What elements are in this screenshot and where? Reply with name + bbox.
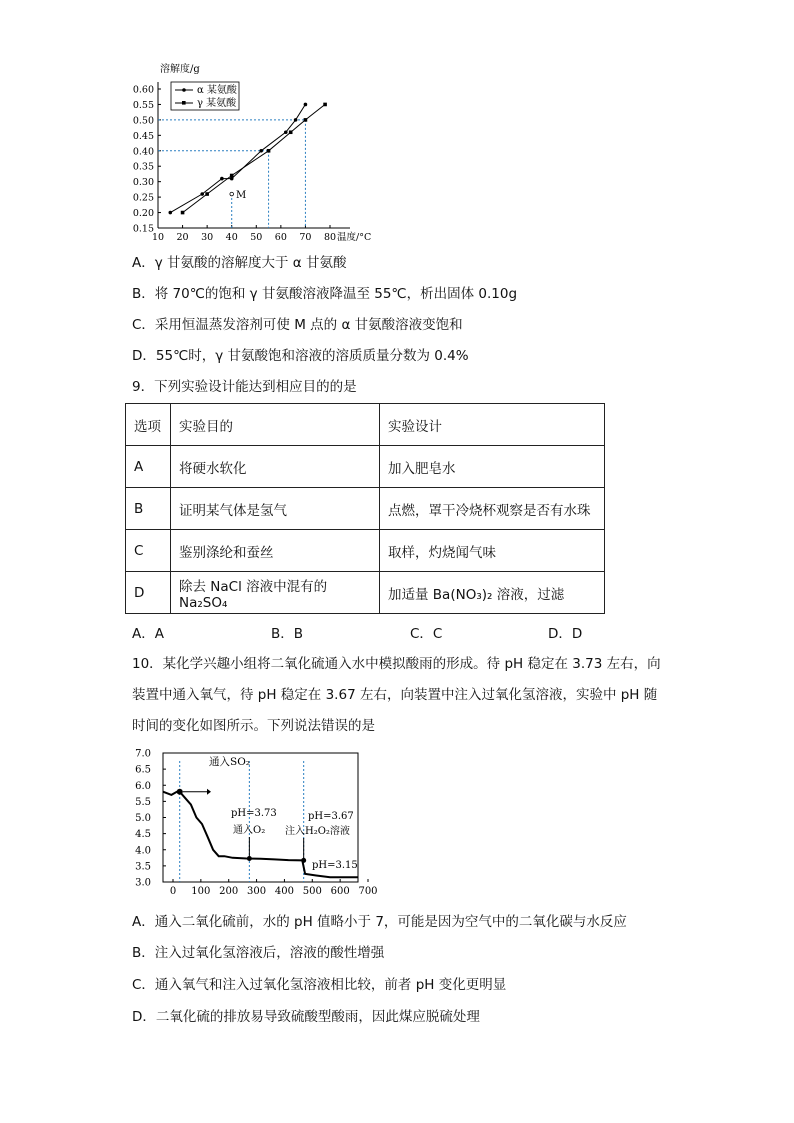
q9-option-c: C．C <box>410 626 443 642</box>
y-tick-label: 4.5 <box>135 829 151 841</box>
data-point <box>294 118 298 122</box>
marker-so2 <box>177 789 183 795</box>
x-tick-label: 300 <box>247 886 267 897</box>
table-row <box>126 488 605 530</box>
y-tick-label: 0.30 <box>132 177 154 189</box>
table-header-cell: 选项 <box>126 404 171 446</box>
q10-option-a: A．通入二氧化硫前，水的 pH 值略小于 7，可能是因为空气中的二氧化碳与水反应 <box>132 914 627 930</box>
y-tick-label: 0.60 <box>132 84 154 96</box>
table-cell: 将硬水软化 <box>171 446 380 488</box>
y-tick-label: 0.25 <box>132 192 154 204</box>
legend-gamma: γ 某氨酸 <box>197 98 237 109</box>
x-tick-label: 200 <box>219 886 239 897</box>
data-point <box>200 192 204 196</box>
table-row <box>126 446 605 488</box>
table-row <box>126 530 605 572</box>
data-point <box>205 192 209 196</box>
table-cell: 证明某气体是氢气 <box>171 488 380 530</box>
y-tick-label: 0.50 <box>132 115 154 127</box>
y-tick-label: 6.5 <box>135 764 151 776</box>
x-tick-label: 400 <box>274 886 294 897</box>
data-point <box>304 118 308 122</box>
q10-option-d: D．二氧化硫的排放易导致硫酸型酸雨，因此煤应脱硫处理 <box>132 1009 480 1025</box>
table-cell: 鉴别涤纶和蚕丝 <box>171 530 380 572</box>
y-tick-label: 0.15 <box>132 223 154 235</box>
y-tick-label: 5.5 <box>135 796 151 808</box>
q8-option-d: D．55℃时，γ 甘氨酸饱和溶液的溶质质量分数为 0.4% <box>132 348 469 364</box>
data-point <box>304 103 308 107</box>
x-tick-label: 20 <box>176 232 189 243</box>
data-point <box>284 130 288 134</box>
arrowhead-so2 <box>207 789 211 795</box>
table-cell: C <box>126 530 171 572</box>
x-tick-label: 50 <box>250 232 263 243</box>
data-point <box>267 149 271 153</box>
x-tick-label: 600 <box>330 886 350 897</box>
data-point <box>323 103 327 107</box>
data-point <box>220 177 224 181</box>
q9-option-a: A．A <box>132 626 164 642</box>
table-cell: 加入肥皂水 <box>380 446 605 488</box>
table-header-row <box>126 404 605 446</box>
y-tick-label: 0.35 <box>132 161 154 173</box>
y-tick-label: 0.40 <box>132 146 154 158</box>
y-tick-label: 0.45 <box>132 130 154 142</box>
q8-option-c: C．采用恒温蒸发溶剂可使 M 点的 α 甘氨酸溶液变饱和 <box>132 317 463 333</box>
data-point <box>230 177 234 181</box>
table-cell: A <box>126 446 171 488</box>
table-header-cell: 实验设计 <box>380 404 605 446</box>
ann-ph367: pH=3.67 <box>308 811 354 822</box>
y-tick-label: 0.55 <box>132 99 154 111</box>
table-row <box>126 572 605 614</box>
ann-h2o2: 注入H₂O₂溶液 <box>285 826 350 837</box>
ann-o2: 通入O₂ <box>233 825 266 836</box>
legend-alpha: α 某氨酸 <box>197 85 237 96</box>
table-cell: 取样，灼烧闻气味 <box>380 530 605 572</box>
y-tick-label: 4.0 <box>135 845 151 857</box>
x-tick-label: 40 <box>225 232 238 243</box>
ph-chart <box>125 745 378 900</box>
point-m-label: M <box>236 190 247 201</box>
x-tick-label: 10 <box>151 232 165 243</box>
q10-stem: 10．某化学兴趣小组将二氧化硫通入水中模拟酸雨的形成。待 pH 稳定在 3.73 左右，向装置中通入氧气，待 pH 稳定在 3.67 左右，向装置中注入过氧化氢溶液，实验中 pH 随时间的变化如图所示。下列说法错误的是 <box>132 656 661 734</box>
q9-stem: 9．下列实验设计能达到相应目的的是 <box>132 379 357 395</box>
data-point <box>168 211 172 215</box>
table-cell: B <box>126 488 171 530</box>
x-tick-label: 30 <box>201 232 214 243</box>
y-tick-label: 0.20 <box>132 208 154 220</box>
data-point <box>259 149 263 153</box>
table-cell: D <box>126 572 171 614</box>
point-m <box>230 192 234 196</box>
ann-so2: 通入SO₂ <box>209 756 251 768</box>
data-point <box>181 211 185 215</box>
table-cell: 点燃，罩干冷烧杯观察是否有水珠 <box>380 488 605 530</box>
y-tick-label: 5.0 <box>135 813 151 824</box>
x-tick-label: 100 <box>191 886 211 897</box>
data-point <box>230 174 234 178</box>
x-tick-label: 60 <box>274 232 287 243</box>
x-tick-label: 0 <box>169 886 177 897</box>
q9-table <box>125 403 605 614</box>
x-tick-label: 80 <box>323 232 337 243</box>
q9-option-d: D．D <box>548 626 583 642</box>
data-point <box>289 130 293 134</box>
table-cell: 加适量 Ba(NO₃)₂ 溶液，过滤 <box>380 572 605 614</box>
ann-ph315: pH=3.15 <box>312 860 358 871</box>
solubility-chart <box>125 60 385 245</box>
y-axis-label: 溶解度/g <box>160 64 200 75</box>
q9-option-b: B．B <box>271 626 304 642</box>
y-tick-label: 3.5 <box>135 861 151 873</box>
y-tick-label: 7.0 <box>135 748 151 760</box>
x-tick-label: 700 <box>358 886 378 897</box>
ann-ph373: pH=3.73 <box>231 808 277 819</box>
q8-option-a: A．γ 甘氨酸的溶解度大于 α 甘氨酸 <box>132 255 347 271</box>
table-header-cell: 实验目的 <box>171 404 380 446</box>
x-tick-label: 70 <box>299 232 312 243</box>
q10-option-c: C．通入氧气和注入过氧化氢溶液相比较，前者 pH 变化更明显 <box>132 977 507 993</box>
x-tick-label: 500 <box>302 886 322 897</box>
y-tick-label: 6.0 <box>135 780 151 792</box>
q10-option-b: B．注入过氧化氢溶液后，溶液的酸性增强 <box>132 945 385 961</box>
table-cell: 除去 NaCl 溶液中混有的 Na₂SO₄ <box>171 572 380 614</box>
y-tick-label: 3.0 <box>135 877 151 889</box>
q8-option-b: B．将 70℃的饱和 γ 甘氨酸溶液降温至 55℃，析出固体 0.10g <box>132 286 518 302</box>
x-axis-label: 温度/°C <box>337 232 372 243</box>
